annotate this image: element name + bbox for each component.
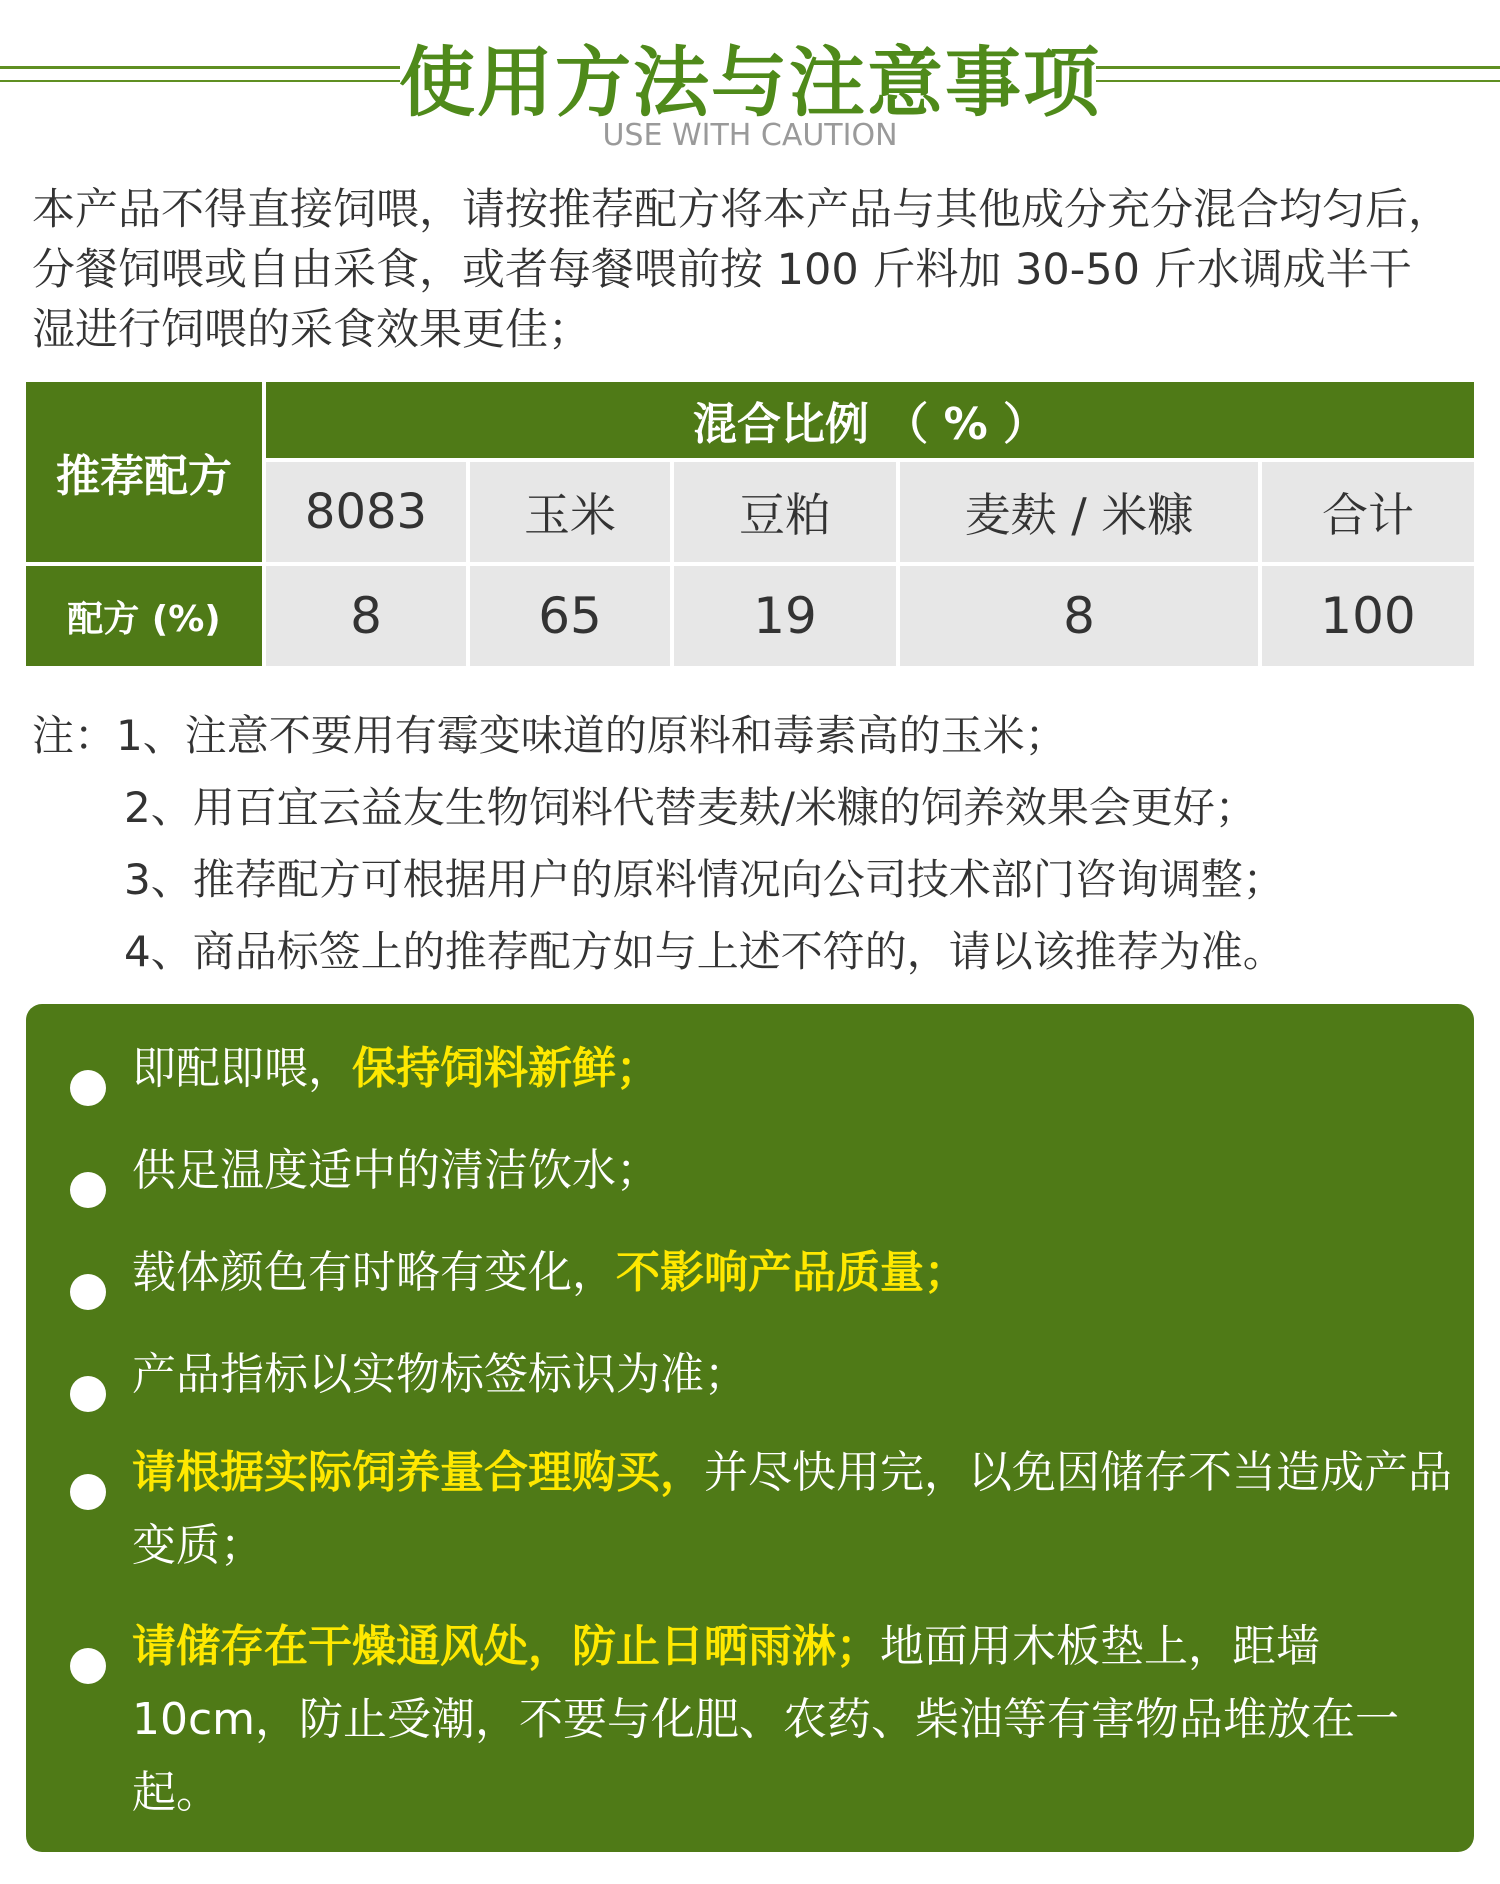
tip-text <box>132 1610 1452 1829</box>
tip-text-normal: 产品指标以实物标签标识为准； <box>132 1349 748 1400</box>
tip-text <box>132 1032 1452 1105</box>
intro-paragraph <box>32 180 1472 360</box>
recipe-column-header: 玉米 <box>470 462 670 562</box>
recipe-value-cell: 65 <box>470 566 670 666</box>
page-subtitle: USE WITH CAUTION <box>602 118 898 153</box>
tip-text <box>132 1134 1452 1207</box>
recipe-value-cell: 8 <box>266 566 466 666</box>
note-text: 2、用百宜云益友生物饲料代替麦麸/米糠的饲养效果会更好； <box>124 783 1257 832</box>
recipe-group-header: 混合比例 （ % ） <box>266 382 1474 458</box>
recipe-column-header: 合计 <box>1262 462 1474 562</box>
bullet-dot-icon <box>70 1648 106 1684</box>
tip-text-highlight: 保持饲料新鲜； <box>352 1043 660 1094</box>
note-item <box>32 916 1472 988</box>
recipe-value-cell: 100 <box>1262 566 1474 666</box>
tip-text <box>132 1236 1452 1309</box>
page-title: 使用方法与注意事项 <box>399 38 1101 127</box>
bullet-dot-icon <box>70 1172 106 1208</box>
tip-text-highlight: 请储存在干燥通风处，防止日晒雨淋； <box>132 1621 880 1672</box>
recipe-column-header: 麦麸 / 米糠 <box>900 462 1258 562</box>
bullet-dot-icon <box>70 1376 106 1412</box>
notes-list <box>32 700 1472 988</box>
note-text: 1、注意不要用有霉变味道的原料和毒素高的玉米； <box>116 711 1067 760</box>
note-item <box>32 844 1472 916</box>
tip-text-highlight: 不影响产品质量； <box>616 1247 968 1298</box>
intro-line: 分餐饲喂或自由采食，或者每餐喂前按 100 斤料加 30-50 斤水调成半干 <box>32 245 1412 295</box>
note-item <box>32 772 1472 844</box>
recipe-value-cell: 8 <box>900 566 1258 666</box>
notes-prefix: 注： <box>32 711 117 760</box>
tip-text-normal: 载体颜色有时略有变化， <box>132 1247 616 1298</box>
section-header <box>0 0 1500 160</box>
tip-text <box>132 1436 1452 1582</box>
tip-text <box>132 1338 1452 1411</box>
tip-text-highlight: 请根据实际饲养量合理购买， <box>132 1447 704 1498</box>
note-text: 4、商品标签上的推荐配方如与上述不符的，请以该推荐为准。 <box>124 927 1285 976</box>
tip-text-normal: 地面用木板垫上，距墙10cm，防止受潮，不要与化肥、农药、柴油等有害物品堆放在一起。 <box>132 1621 1400 1818</box>
recipe-column-header: 豆粕 <box>674 462 896 562</box>
intro-line: 本产品不得直接饲喂，请按推荐配方将本产品与其他成分充分混合均匀后， <box>32 185 1451 235</box>
tip-text-normal: 即配即喂， <box>132 1043 352 1094</box>
recipe-row-header: 推荐配方 <box>26 382 262 562</box>
tip-text-normal: 供足温度适中的清洁饮水； <box>132 1145 660 1196</box>
tips-panel <box>26 1004 1474 1852</box>
intro-line: 湿进行饲喂的采食效果更佳； <box>32 305 591 355</box>
bullet-dot-icon <box>70 1274 106 1310</box>
note-item <box>32 700 1472 772</box>
tip-text-normal: 并尽快用完，以免因储存不当造成产品变质； <box>132 1447 1452 1571</box>
recipe-table <box>26 382 1474 666</box>
bullet-dot-icon <box>70 1474 106 1510</box>
recipe-row-label: 配方 (%) <box>26 566 262 666</box>
recipe-column-header: 8083 <box>266 462 466 562</box>
bullet-dot-icon <box>70 1070 106 1106</box>
note-text: 3、推荐配方可根据用户的原料情况向公司技术部门咨询调整； <box>124 855 1285 904</box>
recipe-value-cell: 19 <box>674 566 896 666</box>
